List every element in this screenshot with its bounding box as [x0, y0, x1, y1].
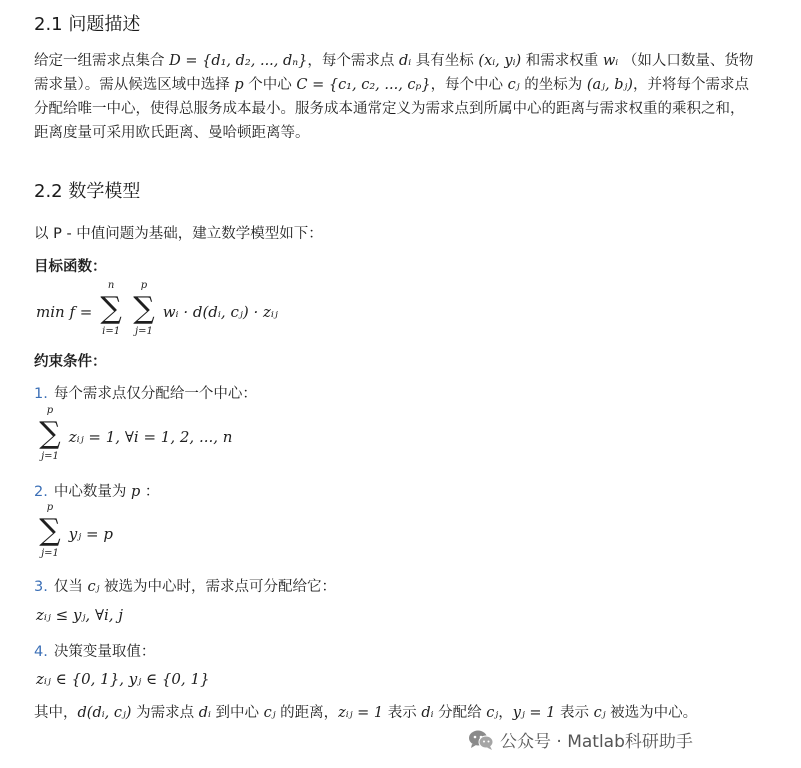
constraint-4-text [34, 640, 155, 661]
sum-upper-limit: p [46, 502, 54, 513]
objective-formula [36, 282, 278, 342]
constraint-number: 2. [34, 484, 48, 500]
wechat-icon [468, 729, 494, 756]
constraint-description: 决策变量取值： [53, 644, 156, 660]
text-run: ，并将每个需求点分配给唯一中心，使得总服务成本最小。服务成本通常定义为需求点到所属中心的距离与需求权重的乘积之和，距离度量可采用欧氏距离、曼哈顿距离等。 [34, 77, 749, 141]
constraint-description: 每个需求点仅分配给一个中心： [53, 386, 257, 402]
inline-math: dᵢ [399, 53, 412, 69]
constraint-description: 仅当 [53, 579, 88, 595]
sum-upper-limit: p [46, 405, 54, 416]
constraint-3-formula: zᵢⱼ ≤ yⱼ, ∀i, j [36, 606, 123, 624]
sum-lower-limit: j=1 [41, 451, 59, 462]
inline-math: cⱼ [507, 77, 520, 93]
sum-upper-limit: p [140, 280, 148, 291]
text-run: ， [498, 705, 513, 721]
variable-explanation-paragraph [34, 701, 734, 725]
inline-math: cⱼ [593, 705, 606, 721]
inline-math: (aⱼ, bⱼ) [586, 77, 633, 93]
text-run: 到中心 [210, 705, 264, 721]
constraint-3-text [34, 575, 336, 596]
sum-lower-limit: j=1 [41, 548, 59, 559]
sum-symbol-j [36, 504, 64, 564]
watermark [468, 727, 693, 756]
math-variable: cⱼ [87, 579, 100, 595]
inline-math: dᵢ [198, 705, 211, 721]
model-intro-text: 以 P - 中值问题为基础，建立数学模型如下： [34, 226, 323, 242]
constraint-description-tail: 被选为中心时，需求点可分配给它： [99, 579, 337, 595]
inline-math: yⱼ = 1 [512, 705, 556, 721]
constraint-description-tail: ： [140, 484, 160, 500]
constraints-label: 约束条件： [34, 354, 107, 370]
sum-symbol-j [130, 282, 158, 342]
text-run: 个中心 [243, 77, 297, 93]
section-title-model: 2.2 数学模型 [34, 181, 141, 202]
objective-body: wᵢ · d(dᵢ, cⱼ) · zᵢⱼ [162, 303, 278, 321]
constraint-1-formula [36, 407, 232, 467]
text-run: 给定一组需求点集合 [34, 53, 170, 69]
watermark-text: 公众号 · Matlab科研助手 [500, 732, 693, 752]
sum-symbol-i [97, 282, 125, 342]
constraint-number: 1. [34, 386, 48, 402]
inline-math: d(dᵢ, cⱼ) [77, 705, 132, 721]
constraint-body: yⱼ = p [68, 525, 113, 543]
constraint-number: 3. [34, 579, 48, 595]
sigma-glyph: ∑ [100, 291, 122, 326]
text-run: ，每个中心 [430, 77, 508, 93]
constraint-description: 中心数量为 [53, 484, 131, 500]
text-run: 表示 [555, 705, 594, 721]
text-run: ，每个需求点 [307, 53, 399, 69]
sum-lower-limit: i=1 [102, 326, 121, 337]
text-run: 其中， [34, 705, 78, 721]
sigma-glyph: ∑ [133, 291, 155, 326]
problem-description-paragraph [34, 49, 754, 145]
inline-math: cⱼ [263, 705, 276, 721]
text-run: 和需求权重 [521, 53, 603, 69]
sigma-glyph: ∑ [39, 416, 61, 451]
constraint-1-text [34, 382, 257, 403]
text-run: （如人口数量、货物需求量）。需从候选区域中选择 [34, 53, 754, 93]
constraint-2-formula [36, 504, 113, 564]
constraint-4-formula: zᵢⱼ ∈ {0, 1}, yⱼ ∈ {0, 1} [36, 670, 210, 688]
text-run: 分配给 [433, 705, 487, 721]
section-title-problem: 2.1 问题描述 [34, 14, 141, 35]
inline-math: C = {c₁, c₂, ..., cₚ} [296, 77, 431, 93]
objective-prefix: min f = [36, 303, 93, 321]
constraint-number: 4. [34, 644, 48, 660]
sum-upper-limit: n [107, 280, 115, 291]
inline-math: D = {d₁, d₂, ..., dₙ} [169, 53, 308, 69]
constraint-2-text [34, 480, 159, 501]
inline-math: wᵢ [602, 53, 619, 69]
inline-math: p [234, 77, 244, 93]
inline-math: (xᵢ, yᵢ) [478, 53, 522, 69]
text-run: 表示 [383, 705, 422, 721]
inline-math: cⱼ [486, 705, 499, 721]
text-run: 为需求点 [131, 705, 199, 721]
math-variable: p [130, 484, 141, 500]
inline-math: dᵢ [421, 705, 434, 721]
text-run: 的坐标为 [519, 77, 587, 93]
text-run: 被选为中心。 [605, 705, 698, 721]
text-run: 的距离， [275, 705, 339, 721]
text-run: 具有坐标 [411, 53, 479, 69]
objective-label: 目标函数： [34, 259, 107, 275]
sum-symbol-j [36, 407, 64, 467]
constraint-body: zᵢⱼ = 1, ∀i = 1, 2, ..., n [68, 428, 233, 446]
sigma-glyph: ∑ [39, 513, 61, 548]
inline-math: zᵢⱼ = 1 [338, 705, 384, 721]
sum-lower-limit: j=1 [134, 326, 153, 337]
